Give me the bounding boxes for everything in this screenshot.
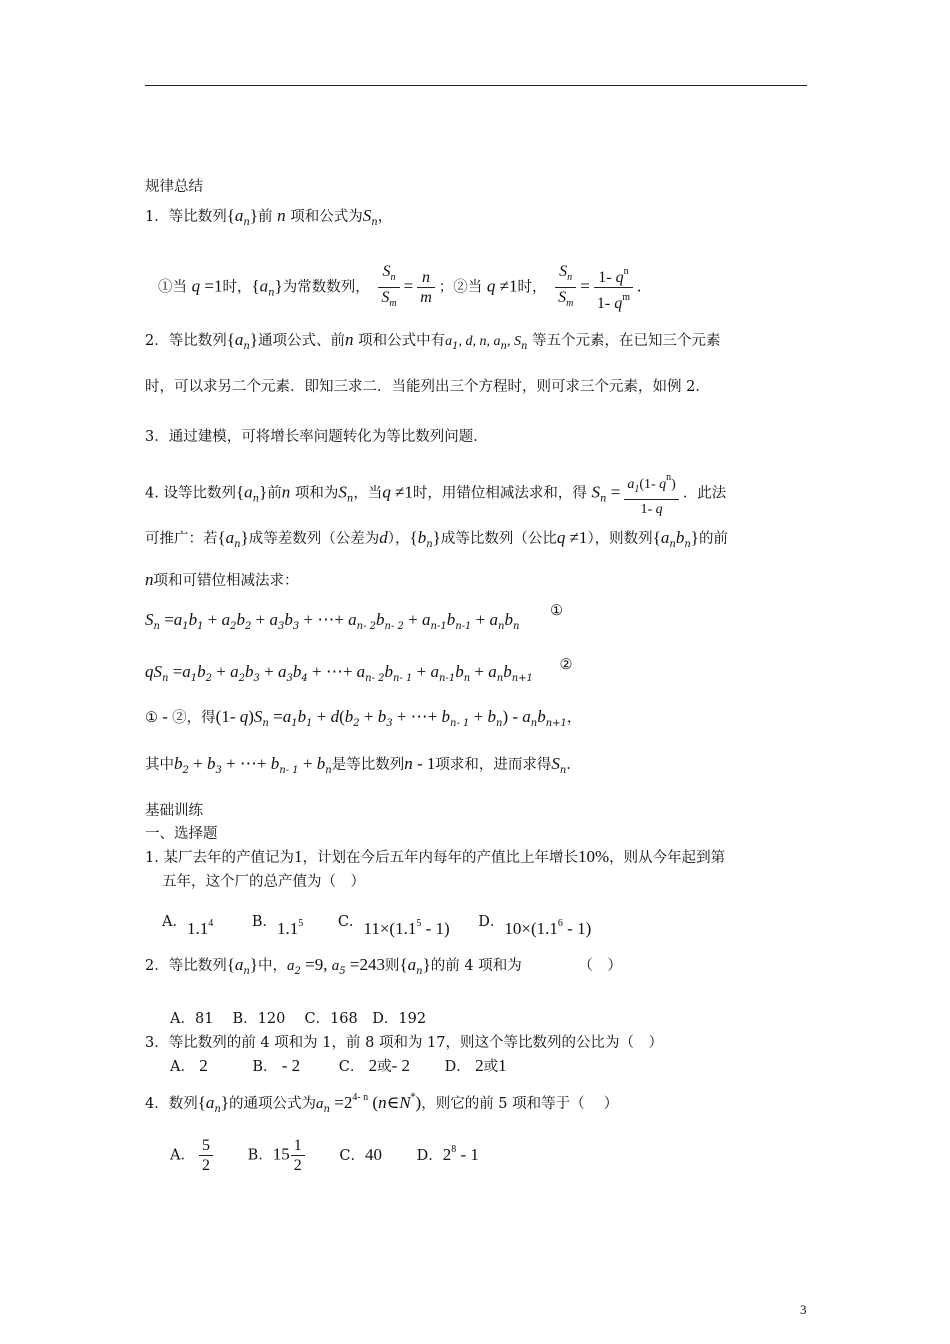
- q3-option-c[interactable]: C． 2或- 2: [338, 1056, 411, 1075]
- training-section: 一、选择题: [145, 826, 218, 842]
- training-heading: 基础训练: [145, 803, 203, 819]
- q4-option-a[interactable]: A． $\frac{5}{2}$: [170, 1136, 217, 1175]
- summary-item-2: 2．等比数列$\{a_n\}$通项公式、前n 项和公式中有$a_1$, d, n, $a_n$, $S_n$ 等五个元素，在已知三个元素: [145, 330, 721, 352]
- q3-option-a[interactable]: A． 2: [170, 1056, 208, 1075]
- summary-item-1-cases: ①当 q =1时，$\{a_n\}$为常数数列， $\frac{S_n}{S_m}$ = $\frac{n}{m}$ ；②当 q ≠1时， $\frac{S_n}{S_m}$ = $\frac{1- q^n}{1- q^m}$ .: [158, 263, 642, 312]
- summary-note: 其中$b_2 + b_3$ + ⋯+ $b_{n- 1} + b_n$是等比数列n - 1项求和，进而求得$S_n$．: [145, 754, 581, 776]
- summary-item-2-line2: 时，可以求另二个元素．即知三求二．当能列出三个方程时，则可求三个元素，如例 2．: [145, 379, 710, 395]
- q1-option-c[interactable]: C．$11\times(1.1^5 - 1)$: [337, 914, 450, 938]
- question-3: 3．等比数列的前 4 项和为 1，前 8 项和为 17，则这个等比数列的公比为（ ）: [145, 1035, 664, 1051]
- equation-difference: ① - ②，得(1- $q)S_n =a_1b_1 + d(b_2 + b_3$ + ⋯+ $b_{n- 1} + b_n) - a_nb_{n+1}$，: [145, 707, 582, 729]
- question-2: 2．等比数列$\{a_n\}$中，$a_2 =9$, $a_5 =243$则$\{a_n\}$的前 4 项和为 （ ）: [145, 955, 622, 977]
- summary-heading: 规律总结: [145, 179, 203, 195]
- question-1: 1. 某厂去年的产值记为1，计划在今后五年内每年的产值比上年增长10%，则从今年起到第: [145, 847, 726, 866]
- page-number: 3: [800, 1302, 807, 1317]
- q4-option-b[interactable]: B．15 $\frac{1}{2}$: [248, 1136, 309, 1175]
- question-4: 4．数列$\{a_n\}$的通项公式为$a_n =2^{4- n}$ (n∈N*)，则它的前 5 项和等于（ ）: [145, 1092, 619, 1115]
- equation-1: $S_n =a_1b_1 + a_2b_2 + a_3b_3$ + ⋯+ $a_{n- 2}b_{n- 2} + a_{n-1}b_{n-1} + a_nb_n$ ①: [145, 603, 563, 632]
- equation-2: $qS_n =a_1b_2 + a_2b_3 + a_3b_4$ + ⋯+ $a_{n- 2}b_{n- 1} + a_{n-1}b_n + a_nb_{n+1}$ ②: [145, 657, 573, 684]
- summary-item-4-line3: n项和可错位相减法求：: [145, 570, 299, 589]
- summary-item-4-line2: 可推广：若$\{a_n\}$成等差数列（公差为d），$\{b_n\}$成等比数列（公比q ≠1），则数列$\{a_nb_n\}$的前: [145, 528, 728, 550]
- q4-option-c[interactable]: C．40: [339, 1144, 382, 1164]
- question-3-options: [170, 1056, 507, 1077]
- q3-option-b[interactable]: B． - 2: [252, 1056, 301, 1075]
- question-1-options: [162, 906, 592, 938]
- question-2-options[interactable]: A．81 B．120 C．168 D．192: [170, 1011, 427, 1027]
- summary-item-3: 3．通过建模，可将增长率问题转化为等比数列问题．: [145, 429, 488, 445]
- q1-option-b[interactable]: B．$1.1^5$: [251, 914, 304, 938]
- question-1-line2: 五年，这个厂的总产值为（ ）: [162, 874, 365, 890]
- q1-option-a[interactable]: A．$1.1^4$: [162, 914, 214, 938]
- question-4-options: [170, 1136, 479, 1175]
- q3-option-d[interactable]: D． 2或1: [444, 1056, 507, 1075]
- summary-item-4: 4. 设等比数列$\{a_n\}$前n 项和为$S_n$，当q ≠1时，用错位相减法求和，得 $S_n$ = $\frac{a_1(1- q^n)}{1- q}$ ．此法: [145, 468, 726, 519]
- q4-option-d[interactable]: D．$2^8 - 1$: [416, 1143, 479, 1164]
- header-rule: [145, 85, 807, 86]
- q1-option-d[interactable]: D．$10\times(1.1^6 - 1)$: [478, 914, 592, 938]
- summary-item-1: 1．等比数列$\{a_n\}$前 n 项和公式为$S_n$，: [145, 206, 393, 228]
